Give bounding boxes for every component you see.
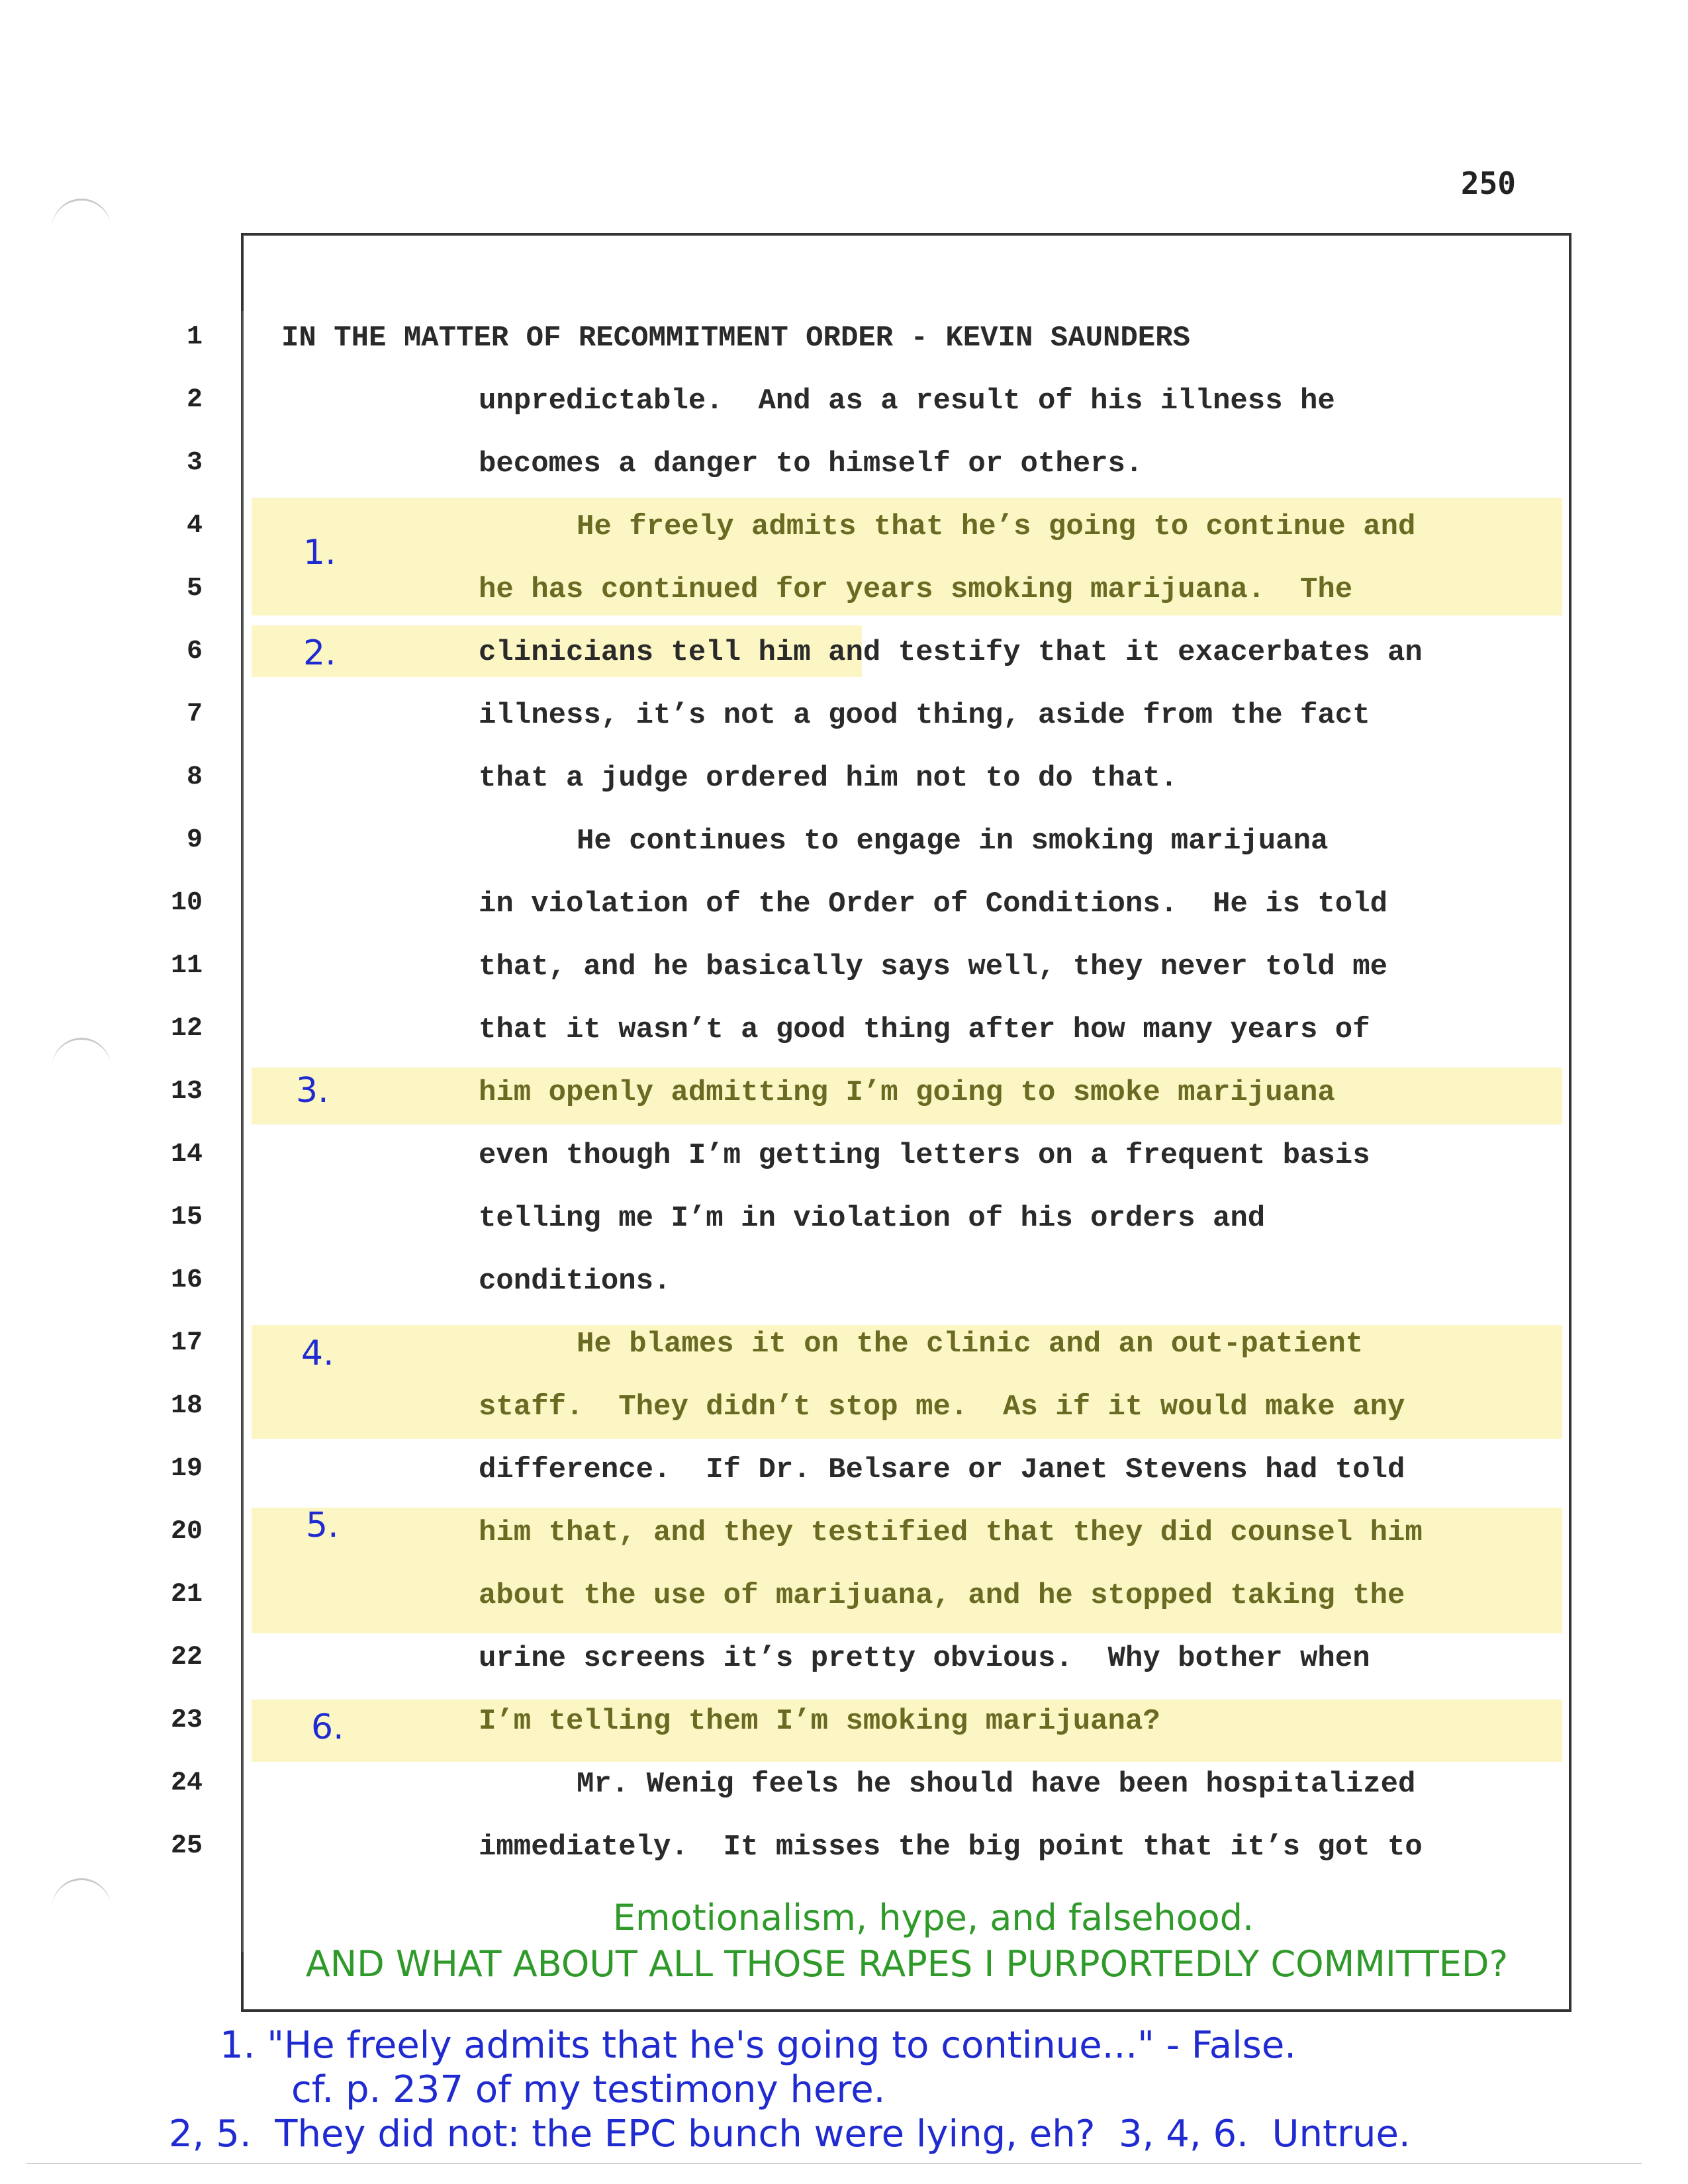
annotation-number: 6. (311, 1707, 344, 1747)
transcript-line: He blames it on the clinic and an out-patient (577, 1328, 1364, 1361)
line-number: 10 (170, 888, 203, 918)
transcript-line: about the use of marijuana, and he stopped taking the (479, 1579, 1405, 1612)
transcript-line: telling me I’m in violation of his orders and (479, 1202, 1266, 1235)
line-number: 14 (170, 1140, 203, 1169)
green-note: Emotionalism, hype, and falsehood. (612, 1897, 1254, 1938)
page-edge-rule (26, 2163, 1642, 2164)
transcript-line: I’m telling them I’m smoking marijuana? (479, 1705, 1160, 1738)
green-note: AND WHAT ABOUT ALL THOSE RAPES I PURPORTEDLY COMMITTED? (305, 1943, 1509, 1985)
annotation-number: 2. (303, 633, 336, 673)
transcript-line: Mr. Wenig feels he should have been hospitalized (577, 1768, 1416, 1801)
line-number: 4 (186, 511, 203, 541)
line-number: 24 (170, 1768, 203, 1798)
transcript-line: he has continued for years smoking marijuana. The (479, 573, 1353, 606)
transcript-line: even though I’m getting letters on a frequent basis (479, 1139, 1370, 1172)
line-number: 17 (170, 1328, 203, 1358)
transcript-line: difference. If Dr. Belsare or Janet Stevens had told (479, 1453, 1405, 1486)
line-number: 12 (170, 1014, 203, 1044)
transcript-line: unpredictable. And as a result of his illness he (479, 385, 1335, 418)
line-number: 22 (170, 1643, 203, 1672)
blue-note: 2, 5. They did not: the EPC bunch were lying, eh? 3, 4, 6. Untrue. (169, 2113, 1411, 2156)
line-number: 15 (170, 1203, 203, 1232)
blue-note: 1. "He freely admits that he's going to continue..." - False. (220, 2024, 1297, 2067)
punch-hole-middle (52, 1038, 111, 1099)
line-number: 18 (170, 1391, 203, 1421)
transcript-line: him openly admitting I’m going to smoke marijuana (479, 1076, 1335, 1109)
line-number: 3 (186, 448, 203, 478)
line-number: 1 (186, 322, 203, 352)
annotation-number: 4. (301, 1334, 334, 1373)
annotation-number: 1. (303, 533, 336, 572)
page-number: 250 (1460, 165, 1516, 201)
transcript-line: immediately. It misses the big point that it’s got to (479, 1831, 1423, 1864)
punch-hole-top (52, 199, 111, 260)
line-number: 25 (170, 1831, 203, 1861)
line-number: 9 (186, 825, 203, 855)
margin-rule (242, 311, 244, 1952)
line-number: 2 (186, 385, 203, 415)
transcript-heading: IN THE MATTER OF RECOMMITMENT ORDER - KEVIN SAUNDERS (281, 322, 1191, 355)
transcript-line: in violation of the Order of Conditions. He is told (479, 887, 1388, 921)
annotation-number: 5. (306, 1506, 339, 1545)
annotation-number: 3. (296, 1071, 329, 1111)
line-number: 7 (186, 700, 203, 729)
line-number: 8 (186, 762, 203, 792)
line-number: 19 (170, 1454, 203, 1484)
transcript-line: urine screens it’s pretty obvious. Why bother when (479, 1642, 1370, 1675)
transcript-line: that a judge ordered him not to do that. (479, 762, 1178, 795)
line-number: 11 (170, 951, 203, 981)
blue-note: cf. p. 237 of my testimony here. (291, 2068, 886, 2111)
transcript-line: him that, and they testified that they did counsel him (479, 1516, 1423, 1549)
transcript-line: illness, it’s not a good thing, aside from the fact (479, 699, 1370, 732)
line-number: 20 (170, 1517, 203, 1547)
line-number: 21 (170, 1580, 203, 1610)
transcript-line: staff. They didn’t stop me. As if it would make any (479, 1390, 1405, 1424)
line-number: 16 (170, 1265, 203, 1295)
transcript-line: conditions. (479, 1265, 671, 1298)
transcript-line: He continues to engage in smoking marijuana (577, 825, 1329, 858)
line-number: 6 (186, 637, 203, 666)
transcript-line: that it wasn’t a good thing after how many years of (479, 1013, 1370, 1046)
transcript-line: that, and he basically says well, they never told me (479, 950, 1388, 983)
transcript-line: He freely admits that he’s going to continue and (577, 510, 1416, 543)
line-number: 13 (170, 1077, 203, 1107)
transcript-line: becomes a danger to himself or others. (479, 447, 1143, 480)
transcript-line: clinicians tell him and testify that it exacerbates an (479, 636, 1423, 669)
line-number: 5 (186, 574, 203, 604)
line-number: 23 (170, 1706, 203, 1735)
